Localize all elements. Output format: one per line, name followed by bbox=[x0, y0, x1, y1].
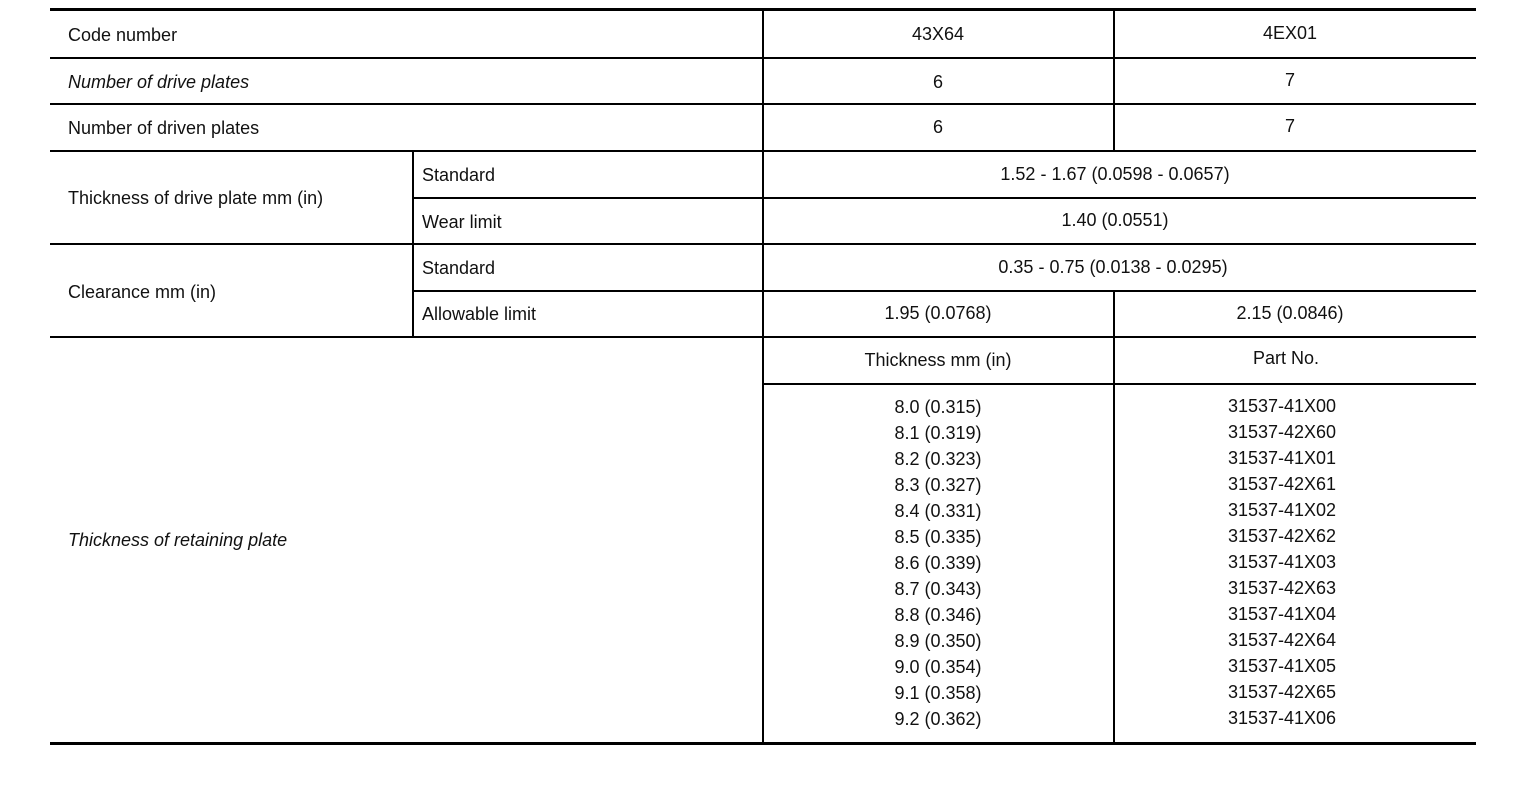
thickness-value: 9.0 (0.354) bbox=[894, 657, 982, 677]
rule bbox=[412, 290, 1476, 292]
thickness-value: 8.6 (0.339) bbox=[894, 553, 982, 573]
rule bbox=[762, 383, 1476, 385]
part-number-value: 31537-42X62 bbox=[1227, 526, 1337, 546]
allowable-limit-a: 1.95 (0.0768) bbox=[884, 303, 992, 323]
code-number-b: 4EX01 bbox=[1262, 23, 1318, 43]
part-number-list bbox=[1228, 393, 1336, 731]
col-divider bbox=[762, 10, 764, 744]
clearance-standard-label: Standard bbox=[422, 258, 496, 278]
thickness-value: 8.0 (0.315) bbox=[894, 397, 982, 417]
part-number-value: 31537-41X05 bbox=[1227, 656, 1337, 676]
thickness-value: 9.1 (0.358) bbox=[894, 683, 982, 703]
thickness-value: 8.3 (0.327) bbox=[894, 475, 982, 495]
col-divider bbox=[1113, 290, 1115, 744]
thickness-list bbox=[894, 394, 981, 732]
col-divider bbox=[412, 150, 414, 338]
thickness-value: 8.9 (0.350) bbox=[894, 631, 982, 651]
part-number-header: Part No. bbox=[1252, 348, 1320, 368]
wear-limit-value: 1.40 (0.0551) bbox=[1061, 210, 1169, 230]
retaining-plate-label: Thickness of retaining plate bbox=[68, 530, 288, 550]
code-number-a: 43X64 bbox=[911, 24, 965, 44]
drive-plate-thickness-label: Thickness of drive plate mm (in) bbox=[68, 188, 324, 208]
part-number-value: 31537-41X04 bbox=[1227, 604, 1337, 624]
driven-plates-label: Number of driven plates bbox=[68, 118, 260, 138]
driven-plates-b: 7 bbox=[1284, 116, 1296, 136]
code-number-label: Code number bbox=[68, 25, 178, 45]
drive-plate-standard-value: 1.52 - 1.67 (0.0598 - 0.0657) bbox=[1000, 164, 1230, 184]
part-number-value: 31537-41X06 bbox=[1227, 708, 1337, 728]
col-divider bbox=[1113, 10, 1115, 150]
thickness-header: Thickness mm (in) bbox=[864, 350, 1012, 370]
rule bbox=[412, 197, 1476, 199]
part-number-value: 31537-42X64 bbox=[1227, 630, 1337, 650]
allowable-limit-label: Allowable limit bbox=[422, 304, 537, 324]
drive-plates-a: 6 bbox=[932, 72, 944, 92]
wear-limit-label: Wear limit bbox=[422, 212, 502, 232]
thickness-value: 8.1 (0.319) bbox=[894, 423, 982, 443]
thickness-value: 9.2 (0.362) bbox=[894, 709, 982, 729]
part-number-value: 31537-42X61 bbox=[1227, 474, 1337, 494]
driven-plates-a: 6 bbox=[932, 117, 944, 137]
part-number-value: 31537-41X01 bbox=[1227, 448, 1337, 468]
part-number-value: 31537-41X00 bbox=[1227, 396, 1337, 416]
thickness-value: 8.5 (0.335) bbox=[894, 527, 982, 547]
clearance-standard-value: 0.35 - 0.75 (0.0138 - 0.0295) bbox=[998, 257, 1228, 277]
part-number-value: 31537-42X65 bbox=[1227, 682, 1337, 702]
part-number-value: 31537-41X03 bbox=[1227, 552, 1337, 572]
clearance-label: Clearance mm (in) bbox=[68, 282, 217, 302]
thickness-value: 8.4 (0.331) bbox=[894, 501, 982, 521]
drive-plates-b: 7 bbox=[1284, 70, 1296, 90]
thickness-value: 8.7 (0.343) bbox=[894, 579, 982, 599]
allowable-limit-b: 2.15 (0.0846) bbox=[1236, 303, 1344, 323]
thickness-value: 8.2 (0.323) bbox=[894, 449, 982, 469]
part-number-value: 31537-42X63 bbox=[1227, 578, 1337, 598]
drive-plate-standard-label: Standard bbox=[422, 165, 496, 185]
drive-plates-label: Number of drive plates bbox=[68, 72, 250, 92]
part-number-value: 31537-41X02 bbox=[1227, 500, 1337, 520]
thickness-value: 8.8 (0.346) bbox=[894, 605, 982, 625]
part-number-value: 31537-42X60 bbox=[1227, 422, 1337, 442]
